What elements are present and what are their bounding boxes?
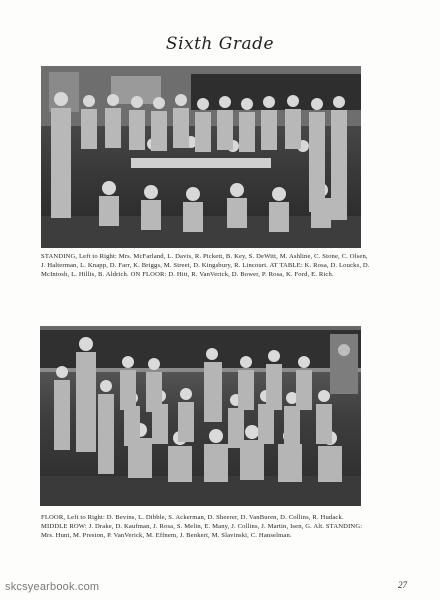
- photo-caption-top: STANDING, Left to Right: Mrs. McFarland, L. Davis, R. Pickett, B. Key, S. DeWitt, M. Ashline, C. Stone, C. Olsen, J. Halterman, L. Knapp, D. Farr, K. Briggs, M. Street, D. Kingsbury, R. Lincourt. AT TABLE: K. Rosa, D. Loucks, D. McIntosh, L. Hillis, B. Aldrich. ON FLOOR: D. Hitt, R. VanVerick, D. Bower, P. Rosa, K. Ford, E. Rich.: [41, 253, 370, 279]
- class-photo-bottom: [40, 326, 361, 506]
- page-title: Sixth Grade: [165, 34, 275, 54]
- class-photo-top: [41, 66, 361, 248]
- class-photo-bottom-image: [40, 326, 361, 506]
- site-watermark: skcsyearbook.com: [5, 581, 100, 593]
- class-photo-top-image: [41, 66, 361, 248]
- page-number: 27: [398, 580, 407, 590]
- photo-caption-bottom: FLOOR, Left to Right: D. Bevins, L. Dibble, S. Ackerman, D. Sheerer, D. VanBuren, D. Collins, R. Hudack. MIDDLE ROW: J. Drake, D. Kaufman, J. Rosa, S. Melin, E. Many, J. Collins, J. Martin, Isen, G. Alt. STANDING: Mrs. Hunt, M. Preston, P. VanVerick, M. Effnem, J. Benkert, M. Slavinski, C. Hanselman.: [41, 514, 363, 540]
